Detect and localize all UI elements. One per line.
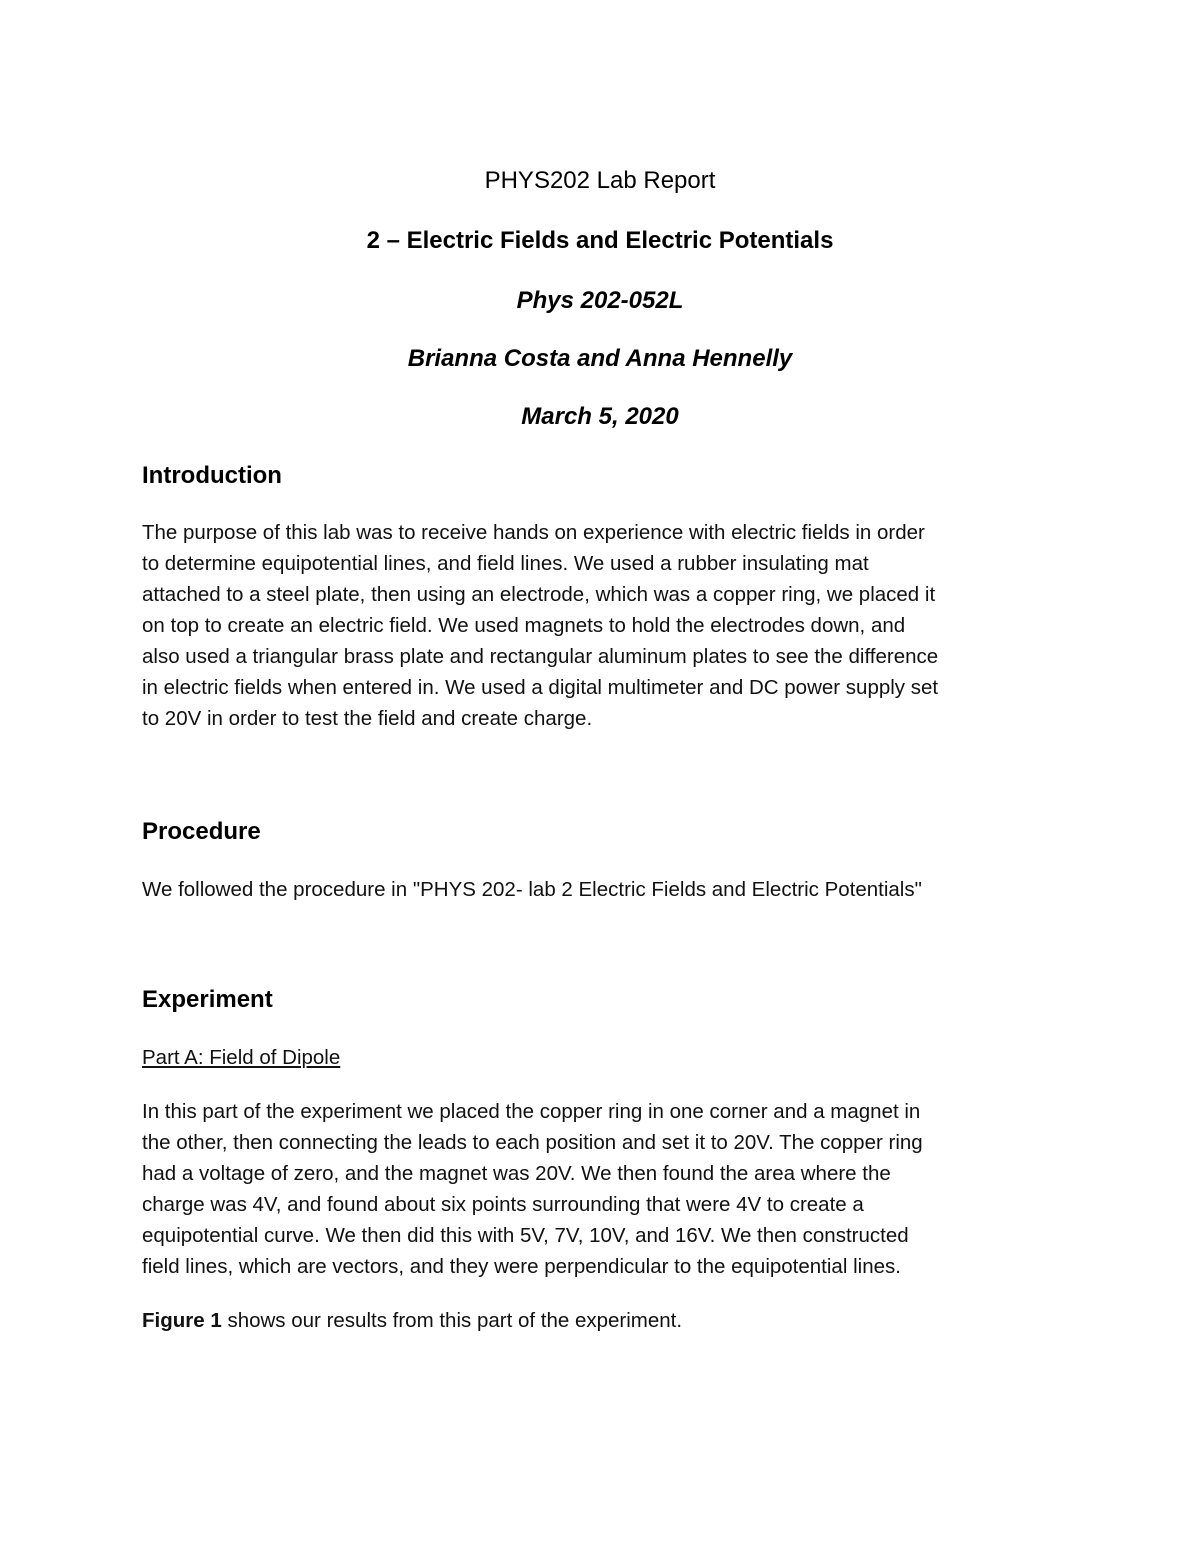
part-a-subheading: Part A: Field of Dipole [142, 1046, 341, 1069]
paragraph-line: In this part of the experiment we placed the copper ring in one corner and a magnet in [142, 1100, 921, 1123]
paragraph-line: on top to create an electric field. We used magnets to hold the electrodes down, and [142, 614, 906, 637]
figure-reference-label: Figure 1 [142, 1309, 222, 1332]
introduction-paragraph [142, 517, 1072, 734]
paragraph-line: equipotential curve. We then did this with 5V, 7V, 10V, and 16V. We then constructed [142, 1224, 909, 1247]
report-date: March 5, 2020 [521, 403, 679, 430]
paragraph-line: The purpose of this lab was to receive hands on experience with electric fields in order [142, 521, 925, 544]
paragraph-line: field lines, which are vectors, and they were perpendicular to the equipotential lines. [142, 1255, 901, 1278]
figure-reference-text: shows our results from this part of the experiment. [221, 1309, 683, 1332]
authors: Brianna Costa and Anna Hennelly [407, 345, 793, 372]
experiment-heading: Experiment [142, 986, 273, 1013]
paragraph-line: had a voltage of zero, and the magnet was 20V. We then found the area where the [142, 1162, 891, 1185]
report-subtitle: 2 – Electric Fields and Electric Potentials [366, 227, 834, 254]
paragraph-line: the other, then connecting the leads to each position and set it to 20V. The copper ring [142, 1131, 923, 1154]
paragraph-line: to determine equipotential lines, and field lines. We used a rubber insulating mat [142, 552, 869, 575]
figure-reference-paragraph [142, 1305, 1072, 1336]
report-title: PHYS202 Lab Report [484, 167, 716, 194]
paragraph-line: charge was 4V, and found about six points surrounding that were 4V to create a [142, 1193, 864, 1216]
paragraph-line: also used a triangular brass plate and rectangular aluminum plates to see the difference [142, 645, 939, 668]
course-number: Phys 202-052L [516, 287, 684, 314]
paragraph-line: in electric fields when entered in. We used a digital multimeter and DC power supply set [142, 676, 939, 699]
procedure-heading: Procedure [142, 818, 261, 845]
introduction-heading: Introduction [142, 462, 282, 489]
paragraph-line: to 20V in order to test the field and create charge. [142, 707, 593, 730]
paragraph-line: attached to a steel plate, then using an electrode, which was a copper ring, we placed it [142, 583, 936, 606]
procedure-paragraph: We followed the procedure in "PHYS 202- lab 2 Electric Fields and Electric Potentials" [142, 878, 922, 901]
part-a-paragraph [142, 1096, 1072, 1282]
